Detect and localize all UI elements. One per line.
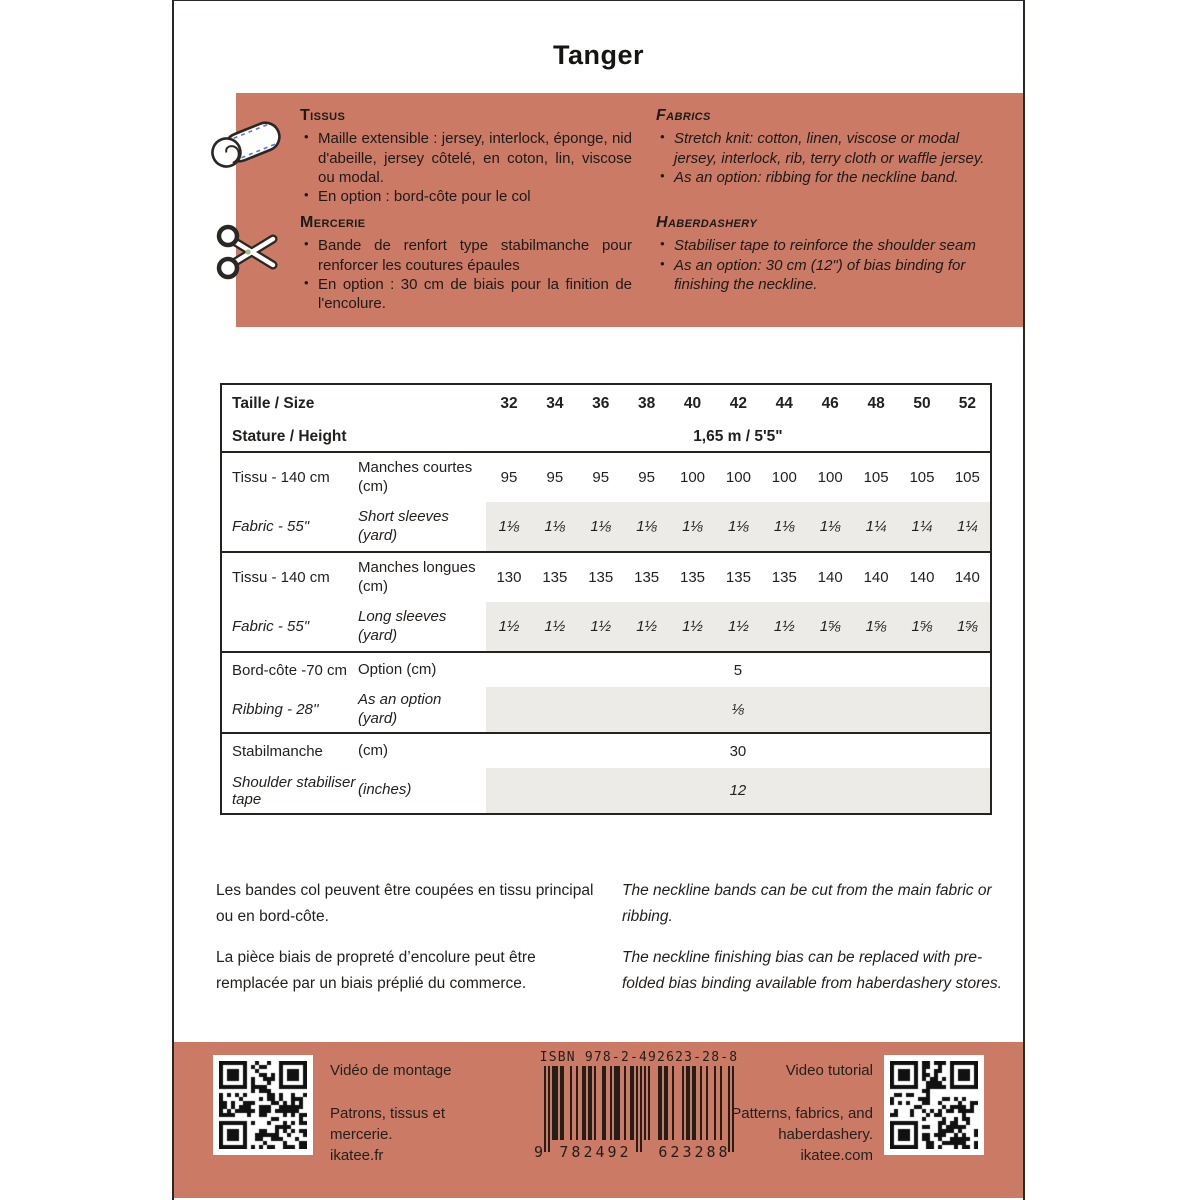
qr-code-icon xyxy=(890,1061,978,1149)
notes-en xyxy=(622,878,1016,1011)
table-row-stature xyxy=(221,423,991,452)
table-row xyxy=(221,552,991,602)
merged-cell: 12 xyxy=(486,768,991,814)
fabrics-section-fr xyxy=(300,106,632,206)
row-sublabel: Manches courtes (cm) xyxy=(358,458,473,495)
footer-band xyxy=(174,1042,1023,1198)
size-header: 48 xyxy=(867,395,885,412)
size-label: Taille / Size xyxy=(232,395,315,412)
cell: 1⅛ xyxy=(486,502,532,552)
cell: 1½ xyxy=(670,602,716,652)
cell: 140 xyxy=(863,569,889,586)
fabrics-item: • Stretch knit: cotton, linen, viscose or modal jersey, interlock, rib, terry cloth or waffle jersey. xyxy=(656,129,994,167)
page-title: Tanger xyxy=(552,40,644,70)
cell: 130 xyxy=(496,569,522,586)
cell: 1¼ xyxy=(945,502,991,552)
cell: 100 xyxy=(771,469,797,486)
cell: 1¼ xyxy=(899,502,945,552)
size-header: 46 xyxy=(821,395,839,412)
requirements-box xyxy=(236,93,1023,327)
notions-item: • Stabiliser tape to reinforce the shoulder seam xyxy=(656,236,994,255)
table-row xyxy=(221,452,991,502)
cell: 1⅝ xyxy=(945,602,991,652)
note-paragraph: The neckline finishing bias can be replaced with pre-folded bias binding available from haberdashery stores. xyxy=(622,948,1002,993)
notions-heading-en: Haberdashery xyxy=(656,214,758,231)
notions-section-en xyxy=(656,213,994,294)
scissors-icon xyxy=(215,222,281,282)
cell: 140 xyxy=(817,569,843,586)
size-header: 32 xyxy=(500,395,518,412)
note-paragraph: La pièce biais de propreté d’encolure peut être remplacée par un biais préplié du commerce. xyxy=(216,948,536,993)
row-sublabel: As an option (yard) xyxy=(356,687,486,733)
row-label: Stabilmanche xyxy=(232,742,323,760)
footer-website-fr: ikatee.fr xyxy=(330,1147,384,1164)
cell: 1½ xyxy=(532,602,578,652)
notions-heading-fr: Mercerie xyxy=(300,214,366,231)
cell: 1⅝ xyxy=(899,602,945,652)
size-header: 36 xyxy=(592,395,610,412)
notions-item: • En option : 30 cm de biais pour la finition de l'encolure. xyxy=(300,275,632,313)
row-label: Tissu - 140 cm xyxy=(232,469,330,486)
cell: 1½ xyxy=(486,602,532,652)
ean-digits xyxy=(534,1143,744,1161)
footer-right-line: Patterns, fabrics, and haberdashery. xyxy=(731,1105,873,1143)
row-label: Fabric - 55" xyxy=(221,602,356,652)
isbn-barcode xyxy=(534,1050,744,1161)
cell: 1⅛ xyxy=(807,502,853,552)
cell: 1⅛ xyxy=(624,502,670,552)
stature-label: Stature / Height xyxy=(221,423,486,452)
cell: 1⅛ xyxy=(578,502,624,552)
cell: 105 xyxy=(909,469,935,486)
size-table xyxy=(220,383,992,815)
fabrics-item: • As an option: ribbing for the neckline band. xyxy=(656,168,994,187)
fabrics-heading-fr: Tissus xyxy=(300,107,346,124)
table-row xyxy=(221,602,991,652)
row-label: Fabric - 55" xyxy=(221,502,356,552)
cell: 140 xyxy=(909,569,935,586)
fabrics-item: • Maille extensible : jersey, interlock, éponge, nid d'abeille, jersey côtelé, en coton, lin, viscose ou modal. xyxy=(300,129,632,187)
row-sublabel: Manches longues (cm) xyxy=(358,558,476,595)
cell: 1½ xyxy=(624,602,670,652)
cell: 135 xyxy=(771,569,797,586)
row-sublabel: Long sleeves (yard) xyxy=(356,602,486,652)
row-label: Tissu - 140 cm xyxy=(232,569,330,586)
size-header: 44 xyxy=(775,395,793,412)
note-paragraph: Les bandes col peuvent être coupées en tissu principal ou en bord-côte. xyxy=(216,882,594,926)
cell: 135 xyxy=(542,569,568,586)
cell: 1⅛ xyxy=(532,502,578,552)
cell: 105 xyxy=(954,469,980,486)
cell: 135 xyxy=(634,569,660,586)
footer-right-title: Video tutorial xyxy=(785,1062,873,1079)
ean-group: 9 xyxy=(534,1143,547,1161)
cell: 135 xyxy=(680,569,706,586)
footer-left-text xyxy=(330,1060,482,1166)
barcode-bars xyxy=(544,1066,734,1152)
qr-code-video-en xyxy=(884,1055,984,1155)
cell: 1¼ xyxy=(853,502,899,552)
size-header: 40 xyxy=(683,395,702,412)
cell: 100 xyxy=(725,469,751,486)
merged-cell: 30 xyxy=(729,742,747,760)
table-row xyxy=(221,502,991,552)
cell: 1⅝ xyxy=(807,602,853,652)
footer-left-line: Patrons, tissus et mercerie. xyxy=(330,1105,446,1143)
ean-group: 623288 xyxy=(658,1143,731,1161)
fabric-roll-icon xyxy=(203,116,287,174)
notions-item: • Bande de renfort type stabilmanche pour renforcer les coutures épaules xyxy=(300,236,632,274)
notes-fr xyxy=(216,878,598,1011)
cell: 135 xyxy=(725,569,751,586)
cell: 105 xyxy=(863,469,889,486)
size-header: 52 xyxy=(958,395,976,412)
size-header: 50 xyxy=(913,395,931,412)
cell: 140 xyxy=(954,569,980,586)
cell: 1⅛ xyxy=(761,502,807,552)
cell: 1½ xyxy=(761,602,807,652)
notions-section-fr xyxy=(300,213,632,313)
cell: 1⅛ xyxy=(715,502,761,552)
qr-code-icon xyxy=(219,1061,307,1149)
cell: 95 xyxy=(592,469,610,486)
size-header: 38 xyxy=(638,395,656,412)
row-label: Ribbing - 28'' xyxy=(221,687,356,733)
footer-right-text xyxy=(721,1060,873,1166)
cell: 95 xyxy=(500,469,518,486)
table-row-sizes xyxy=(221,384,991,423)
table-row xyxy=(221,768,991,814)
cell: 100 xyxy=(817,469,843,486)
table-row xyxy=(221,687,991,733)
note-paragraph: The neckline bands can be cut from the main fabric or ribbing. xyxy=(622,882,992,926)
notes-section xyxy=(216,878,1016,1011)
fabrics-heading-en: Fabrics xyxy=(656,107,711,124)
footer-left-title: Vidéo de montage xyxy=(330,1062,452,1079)
cell: 1⅛ xyxy=(670,502,716,552)
notions-item: • As an option: 30 cm (12") of bias binding for finishing the neckline. xyxy=(656,256,994,294)
stature-value: 1,65 m / 5'5" xyxy=(486,423,991,452)
ean-group: 782492 xyxy=(559,1143,632,1161)
isbn-label: ISBN 978-2-492623-28-8 xyxy=(539,1050,739,1065)
cell: 100 xyxy=(680,469,706,486)
row-label: Shoulder stabiliser tape xyxy=(232,773,356,808)
merged-cell: 5 xyxy=(733,661,743,679)
size-header: 34 xyxy=(546,395,564,412)
cell: 95 xyxy=(546,469,564,486)
table-row xyxy=(221,652,991,687)
fabrics-section-en xyxy=(656,106,994,187)
cell: 135 xyxy=(588,569,614,586)
fabrics-item: • En option : bord-côte pour le col xyxy=(300,187,632,206)
row-sublabel: (inches) xyxy=(358,781,412,799)
table-row xyxy=(221,733,991,768)
cell: 1⅝ xyxy=(853,602,899,652)
qr-code-video-fr xyxy=(213,1055,313,1155)
row-label: Bord-côte -70 cm xyxy=(232,661,348,679)
row-sublabel: (cm) xyxy=(358,741,388,759)
footer-website-en: ikatee.com xyxy=(800,1147,873,1164)
cell: 95 xyxy=(638,469,655,486)
merged-cell: ⅛ xyxy=(486,687,991,733)
cell: 1½ xyxy=(578,602,624,652)
row-sublabel: Option (cm) xyxy=(358,660,437,678)
size-header: 42 xyxy=(729,395,748,412)
row-sublabel: Short sleeves (yard) xyxy=(356,502,486,552)
cell: 1½ xyxy=(715,602,761,652)
